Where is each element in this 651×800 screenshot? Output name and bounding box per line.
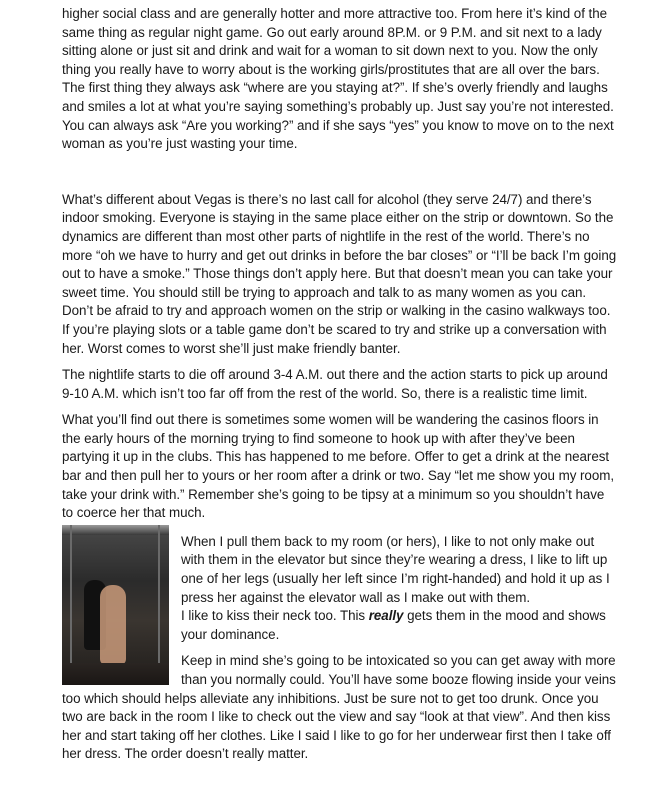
paragraph-elevator: When I pull them back to my room (or hers), I like to not only make out with them in the elevator but since they’re wearing a dress, I like to lift up one of her legs (usually her left since I’m right-handed) and hold it up as I press her against the elevator wall as I make out with them. — [181, 533, 610, 605]
emphasis-really: really — [368, 608, 404, 624]
elevator-photo — [62, 525, 169, 685]
paragraph-time-limit: The nightlife starts to die off around 3-4 A.M. out there and the action starts to pick up around 9-10 A.M. which isn’t too far off from the rest of the world. So, there is a realistic time limit. — [62, 367, 608, 401]
elevator-wall-edge — [70, 525, 72, 685]
elevator-floor — [62, 663, 169, 685]
photo-figure-woman — [100, 585, 126, 665]
paragraph-vegas-differences: What’s different about Vegas is there’s no last call for alcohol (they serve 24/7) and there’s indoor smoking. Everyone is staying in the same place either on the strip or downtown. So the dynamics are different than most other parts of nightlife in the rest of the world. There’s no more “oh we have to hurry and get out drinks in before the bar closes” or “I’ll be back I’m going out to have a smoke.” Those things don’t apply here. But that doesn’t mean you can take your sweet time. You should still be trying to approach and talk to as many women as you can. Don’t be afraid to try and approach women on the strip or walking in the casino walkways too. If you’re playing slots or a table game don’t be scared to try and strike up a conversation with her. Worst comes to worst she’ll just make friendly banter. — [62, 191, 617, 356]
neck-kiss-text-end: gets them in the mood and shows your dominance. — [181, 608, 606, 642]
document-page — [62, 0, 618, 764]
neck-kiss-text-start: I like to kiss their neck too. This — [181, 608, 369, 624]
paragraph-intoxicated: Keep in mind she’s going to be intoxicated so you can get away with more than you normally could. You’ll have some booze flowing inside your veins too which should helps alleviate any inhibitions. Just be sure not to get too drunk. Once you two are back in the room I like to check out the view and say “look at that view”. And then kiss her and start taking off her clothes. Like I said I like to go for her underwear first then I take off her dress. The order doesn’t really matter. — [62, 653, 616, 762]
paragraph-casino-floors: What you’ll find out there is sometimes some women will be wandering the casinos floors in the early hours of the morning trying to find someone to hook up with after they’ve been partying it up in the clubs. This has happened to me before. Offer to get a drink at the nearest bar and then pull her to yours or her room after a drink or two. Say “let me show you my room, take your drink with.” Remember she’s going to be tipsy at a minimum so you shouldn’t have to coerce her that much. — [62, 412, 614, 521]
paragraph-night-game: higher social class and are generally hotter and more attractive too. From here it’s kind of the same thing as regular night game. Go out early around 8P.M. or 9 P.M. and sit next to a lady sitting alone or just sit and drink and wait for a woman to sit down next to you. Now the only thing you really have to worry about is the working girls/prostitutes that are all over the bars. The first thing they always ask “where are you staying at?”. If she’s overly friendly and laughs and smiles a lot at what you’re saying something’s probably up. Just say you’re not interested. You can always ask “Are you working?” and if she says “yes” you know to move on to the next woman as you’re just wasting your time. — [62, 6, 614, 152]
elevator-wall-edge — [158, 525, 160, 685]
elevator-ceiling-light — [62, 525, 169, 535]
